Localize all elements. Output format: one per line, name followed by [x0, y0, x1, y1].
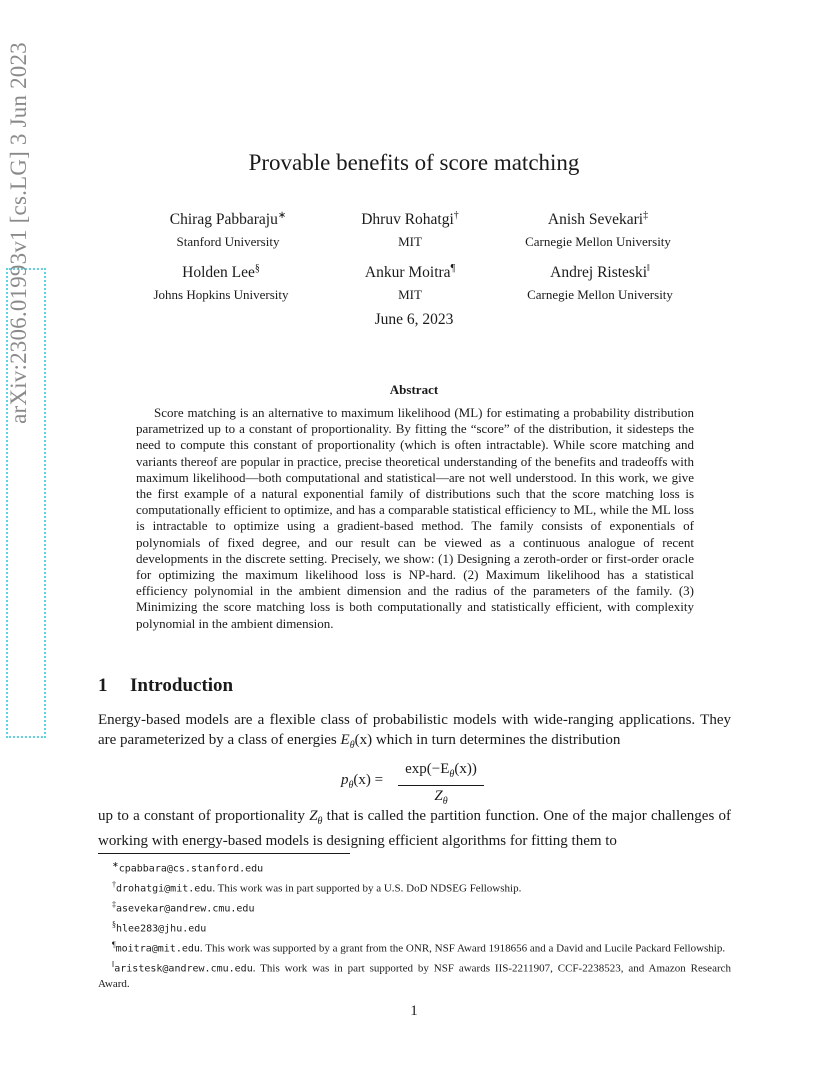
author-block [483, 206, 713, 251]
author-name: Holden Lee [182, 264, 255, 282]
paragraph-text: Energy-based models are a flexible class of probabilistic models with wide-ranging applications. They are parameterized by a class of energies [98, 712, 731, 748]
footnote [98, 917, 731, 937]
author-affiliation: MIT [398, 234, 422, 250]
footnote-email[interactable]: moitra@mit.edu [115, 943, 200, 955]
footnote-mark: ‡ [112, 900, 116, 910]
footnote [98, 937, 731, 957]
partition-symbol: Z [309, 808, 318, 824]
author-block [485, 259, 715, 304]
paragraph-text: which in turn determines the distribution [372, 731, 621, 748]
equation-subscript: θ [449, 769, 455, 780]
footnotes [98, 857, 731, 993]
equation-text: (x)) [454, 761, 477, 777]
author-footnote-mark: ¶ [450, 263, 456, 274]
author-affiliation: Carnegie Mellon University [527, 287, 673, 303]
footnote-mark: § [112, 920, 116, 930]
equation-subscript: θ [442, 796, 448, 807]
footnote-rule [98, 853, 350, 854]
equation-text: exp(−E [405, 761, 450, 777]
paper-title: Provable benefits of score matching [248, 150, 580, 175]
footnote [98, 897, 731, 917]
author-footnote-mark: ‖ [647, 263, 650, 274]
fraction-bar [398, 785, 484, 786]
author-footnote-mark: § [254, 263, 260, 274]
author-name: Anish Sevekari [547, 211, 644, 229]
footnote-mark: ¶ [112, 940, 116, 950]
distribution-equation [0, 760, 828, 807]
equation-subscript: θ [348, 780, 354, 791]
abstract-text: Score matching is an alternative to maximum likelihood (ML) for estimating a probability distribution parametrized up to a constant of proportionality. By fitting the “score” of the distribution, it sidesteps the need to compute this constant of proportionality (which is often intractable). While score matching and variants thereof are popular in practice, precise theoretical understanding of the benefits and tradeoffs with maximum likelihood—both computational and statistical—are not well understood. In this work, we give the first example of a natural exponential family of distributions such that the score matching loss is computationally efficient to optimize, and has a comparable statistical efficiency to ML, while the ML loss is intractable to optimize using a gradient-based method. The family consists of exponentials of polynomials of fixed degree, and our result can be viewed as a continuous analogue of recent developments in the discrete setting. Precisely, we show: (1) Designing a zeroth-order or first-order oracle for optimizing the maximum likelihood loss is NP-hard. (2) Maximum likelihood has a statistical efficiency polynomial in the ambient dimension and the radius of the parameters of the family. (3) Minimizing the score matching loss is both computationally and statistically efficient, with complexity polynomial in the ambient dimension. [136, 405, 694, 631]
equation-fraction [398, 760, 484, 811]
section-heading [98, 675, 233, 697]
footnote-mark: † [112, 880, 116, 890]
footnote-text: . This work was in part supported by NSF awards IIS-2211907, CCF-2238523, and Amazon Research Award. [98, 962, 731, 991]
footnote-email[interactable]: aristesk@andrew.cmu.edu [114, 963, 253, 975]
author-affiliation: MIT [398, 287, 422, 303]
author-footnote-mark: ‡ [643, 210, 649, 221]
footnote [98, 857, 731, 877]
footnote-email[interactable]: asevekar@andrew.cmu.edu [116, 903, 255, 915]
energy-subscript: θ [349, 739, 355, 751]
footnote-text: . This work was supported by a grant from the ONR, NSF Award 1918656 and a David and Lucile Packard Fellowship. [199, 942, 726, 955]
footnote [98, 957, 731, 992]
paragraph-text: up to a constant of proportionality [98, 808, 310, 824]
equation-symbol: Z [434, 788, 443, 804]
footnote-mark: ∗ [112, 860, 119, 869]
author-affiliation: Carnegie Mellon University [525, 234, 671, 250]
equation-text: (x) = [353, 772, 384, 788]
author-affiliation: Stanford University [176, 234, 280, 250]
footnote-email[interactable]: hlee283@jhu.edu [116, 923, 207, 935]
equation-numerator [398, 760, 484, 784]
author-footnote-mark: ∗ [277, 210, 287, 221]
footnote-email[interactable]: drohatgi@mit.edu [116, 883, 213, 895]
author-name: Andrej Risteski [550, 264, 648, 282]
footnote-text: . This work was in part supported by a U.S. DoD NDSEG Fellowship. [212, 882, 522, 895]
footnote-email[interactable]: cpabbara@cs.stanford.edu [118, 863, 264, 875]
intro-paragraph [98, 711, 731, 755]
equation-lhs [341, 772, 383, 791]
energy-argument: (x) [354, 731, 373, 748]
author-name: Ankur Moitra [364, 264, 451, 282]
section-number: 1 [98, 675, 108, 696]
partition-subscript: θ [317, 816, 323, 827]
paragraph-text: that is called the partition function. One of the major challenges of working with energy-based models is designing efficient algorithms for fitting them to [98, 808, 732, 849]
page-number: 1 [410, 1003, 418, 1019]
footnote [98, 877, 731, 897]
arxiv-identifier[interactable]: arXiv:2306.01993v1 [cs.LG] 3 Jun 2023 [6, 42, 31, 424]
author-name: Chirag Pabbaraju [169, 211, 278, 229]
author-affiliation: Johns Hopkins University [153, 287, 289, 303]
energy-symbol: E [340, 731, 350, 748]
publication-date: June 6, 2023 [374, 311, 454, 328]
equation-symbol: p [341, 772, 349, 788]
abstract-heading: Abstract [389, 382, 439, 397]
intro-paragraph [98, 807, 731, 851]
author-footnote-mark: † [453, 210, 459, 221]
footnote-mark: ‖ [112, 960, 115, 970]
author-name: Dhruv Rohatgi [361, 211, 454, 229]
section-title: Introduction [130, 675, 234, 696]
